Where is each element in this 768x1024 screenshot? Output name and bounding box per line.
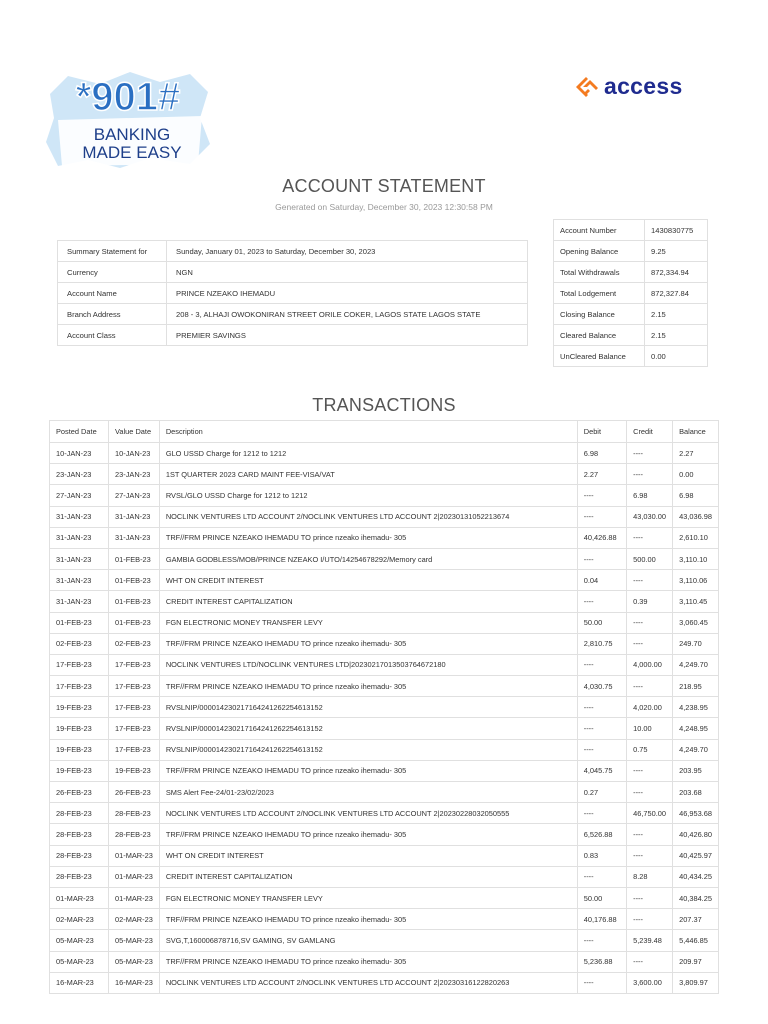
cell-debit: ---- — [577, 930, 626, 951]
column-header-balance: Balance — [673, 421, 719, 443]
cell-debit: 0.83 — [577, 845, 626, 866]
table-row — [50, 443, 719, 464]
column-header-credit: Credit — [627, 421, 673, 443]
cell-debit: 40,176.88 — [577, 909, 626, 930]
cell-credit: 6.98 — [627, 485, 673, 506]
field-value: NGN — [167, 262, 528, 283]
field-label: Account Class — [58, 325, 167, 346]
cell-posted-date: 19-FEB-23 — [50, 739, 109, 760]
cell-description: CREDIT INTEREST CAPITALIZATION — [159, 866, 577, 887]
column-header-value-date: Value Date — [109, 421, 160, 443]
field-value: 2.15 — [645, 325, 708, 346]
cell-posted-date: 27-JAN-23 — [50, 485, 109, 506]
cell-debit: 2,810.75 — [577, 633, 626, 654]
cell-posted-date: 19-FEB-23 — [50, 718, 109, 739]
cell-value-date: 02-MAR-23 — [109, 909, 160, 930]
cell-debit: ---- — [577, 972, 626, 993]
table-row — [50, 676, 719, 697]
cell-balance: 2.27 — [673, 443, 719, 464]
cell-balance: 203.95 — [673, 760, 719, 781]
cell-balance: 3,809.97 — [673, 972, 719, 993]
cell-posted-date: 31-JAN-23 — [50, 527, 109, 548]
field-value: 2.15 — [645, 304, 708, 325]
cell-credit: ---- — [627, 464, 673, 485]
cell-debit: ---- — [577, 697, 626, 718]
cell-posted-date: 19-FEB-23 — [50, 697, 109, 718]
table-row — [50, 972, 719, 993]
cell-balance: 218.95 — [673, 676, 719, 697]
field-value: PRINCE NZEAKO IHEMADU — [167, 283, 528, 304]
cell-debit: ---- — [577, 485, 626, 506]
transactions-title: TRANSACTIONS — [312, 395, 456, 415]
cell-description: RVSL/GLO USSD Charge for 1212 to 1212 — [159, 485, 577, 506]
field-label: Currency — [58, 262, 167, 283]
ussd-tagline-1: BANKING — [93, 125, 171, 144]
cell-description: 1ST QUARTER 2023 CARD MAINT FEE-VISA/VAT — [159, 464, 577, 485]
table-row — [50, 633, 719, 654]
field-label: Opening Balance — [554, 241, 645, 262]
cell-posted-date: 23-JAN-23 — [50, 464, 109, 485]
cell-value-date: 17-FEB-23 — [109, 654, 160, 675]
table-row — [50, 951, 719, 972]
table-row — [50, 464, 719, 485]
cell-value-date: 10-JAN-23 — [109, 443, 160, 464]
cell-balance: 43,036.98 — [673, 506, 719, 527]
cell-value-date: 01-FEB-23 — [109, 612, 160, 633]
cell-description: TRF//FRM PRINCE NZEAKO IHEMADU TO prince nzeako ihemadu- 305 — [159, 527, 577, 548]
cell-description: GLO USSD Charge for 1212 to 1212 — [159, 443, 577, 464]
cell-credit: ---- — [627, 760, 673, 781]
table-row — [50, 845, 719, 866]
cell-debit: 6.98 — [577, 443, 626, 464]
cell-debit: 4,045.75 — [577, 760, 626, 781]
field-value: 872,334.94 — [645, 262, 708, 283]
cell-description: FGN ELECTRONIC MONEY TRANSFER LEVY — [159, 887, 577, 908]
balance-row — [554, 346, 708, 367]
column-header-debit: Debit — [577, 421, 626, 443]
cell-description: RVSLNIP/000014230217164241262254613152 — [159, 739, 577, 760]
cell-value-date: 19-FEB-23 — [109, 760, 160, 781]
cell-description: TRF//FRM PRINCE NZEAKO IHEMADU TO prince nzeako ihemadu- 305 — [159, 633, 577, 654]
cell-balance: 3,060.45 — [673, 612, 719, 633]
cell-description: TRF//FRM PRINCE NZEAKO IHEMADU TO prince nzeako ihemadu- 305 — [159, 760, 577, 781]
table-row — [50, 718, 719, 739]
balance-row — [554, 304, 708, 325]
field-label: Cleared Balance — [554, 325, 645, 346]
cell-posted-date: 28-FEB-23 — [50, 866, 109, 887]
cell-debit: 40,426.88 — [577, 527, 626, 548]
table-row — [50, 591, 719, 612]
cell-value-date: 01-MAR-23 — [109, 866, 160, 887]
cell-debit: ---- — [577, 591, 626, 612]
cell-value-date: 05-MAR-23 — [109, 930, 160, 951]
ussd-code-text: *901# — [75, 75, 181, 119]
cell-debit: ---- — [577, 506, 626, 527]
cell-balance: 0.00 — [673, 464, 719, 485]
cell-credit: ---- — [627, 824, 673, 845]
table-row — [50, 697, 719, 718]
cell-posted-date: 31-JAN-23 — [50, 548, 109, 569]
balance-row — [554, 262, 708, 283]
cell-posted-date: 31-JAN-23 — [50, 506, 109, 527]
column-header-description: Description — [159, 421, 577, 443]
cell-posted-date: 28-FEB-23 — [50, 803, 109, 824]
cell-debit: ---- — [577, 654, 626, 675]
cell-debit: ---- — [577, 718, 626, 739]
cell-description: NOCLINK VENTURES LTD ACCOUNT 2/NOCLINK VENTURES LTD ACCOUNT 2|20230316122820263 — [159, 972, 577, 993]
table-row — [50, 782, 719, 803]
cell-description: NOCLINK VENTURES LTD/NOCLINK VENTURES LTD|20230217013503764672180 — [159, 654, 577, 675]
cell-credit: ---- — [627, 951, 673, 972]
cell-credit: ---- — [627, 845, 673, 866]
generated-timestamp: Generated on Saturday, December 30, 2023 12:30:58 PM — [275, 202, 493, 212]
cell-debit: 6,526.88 — [577, 824, 626, 845]
table-row — [50, 654, 719, 675]
cell-value-date: 01-MAR-23 — [109, 845, 160, 866]
cell-balance: 207.37 — [673, 909, 719, 930]
cell-credit: ---- — [627, 570, 673, 591]
cell-value-date: 02-FEB-23 — [109, 633, 160, 654]
table-row — [50, 760, 719, 781]
cell-balance: 4,249.70 — [673, 654, 719, 675]
cell-credit: ---- — [627, 612, 673, 633]
cell-posted-date: 17-FEB-23 — [50, 654, 109, 675]
balances-table — [553, 219, 708, 367]
cell-debit: 5,236.88 — [577, 951, 626, 972]
cell-posted-date: 02-FEB-23 — [50, 633, 109, 654]
summary-row — [58, 241, 528, 262]
cell-posted-date: 28-FEB-23 — [50, 824, 109, 845]
cell-description: WHT ON CREDIT INTEREST — [159, 570, 577, 591]
cell-debit: 0.04 — [577, 570, 626, 591]
access-diamond-icon — [574, 72, 602, 102]
cell-value-date: 01-FEB-23 — [109, 591, 160, 612]
summary-row — [58, 304, 528, 325]
cell-balance: 249.70 — [673, 633, 719, 654]
ussd-tagline-2: MADE EASY — [82, 143, 182, 162]
statement-title: ACCOUNT STATEMENT — [282, 176, 486, 196]
transactions-table — [49, 420, 719, 994]
table-row — [50, 527, 719, 548]
cell-debit: 4,030.75 — [577, 676, 626, 697]
cell-description: RVSLNIP/000014230217164241262254613152 — [159, 718, 577, 739]
cell-description: GAMBIA GODBLESS/MOB/PRINCE NZEAKO I/UTO/14254678292/Memory card — [159, 548, 577, 569]
cell-credit: ---- — [627, 443, 673, 464]
cell-balance: 46,953.68 — [673, 803, 719, 824]
cell-credit: 4,020.00 — [627, 697, 673, 718]
cell-balance: 4,248.95 — [673, 718, 719, 739]
access-wordmark: access — [604, 73, 683, 99]
balance-row — [554, 325, 708, 346]
cell-value-date: 17-FEB-23 — [109, 676, 160, 697]
cell-balance: 2,610.10 — [673, 527, 719, 548]
cell-posted-date: 01-MAR-23 — [50, 887, 109, 908]
cell-posted-date: 05-MAR-23 — [50, 930, 109, 951]
access-bank-logo — [574, 72, 684, 102]
cell-description: SMS Alert Fee-24/01-23/02/2023 — [159, 782, 577, 803]
cell-balance: 4,249.70 — [673, 739, 719, 760]
table-row — [50, 803, 719, 824]
cell-posted-date: 01-FEB-23 — [50, 612, 109, 633]
cell-credit: 0.39 — [627, 591, 673, 612]
table-row — [50, 739, 719, 760]
field-label: Total Lodgement — [554, 283, 645, 304]
cell-value-date: 01-FEB-23 — [109, 570, 160, 591]
cell-debit: 2.27 — [577, 464, 626, 485]
field-label: Account Name — [58, 283, 167, 304]
cell-credit: ---- — [627, 527, 673, 548]
cell-value-date: 28-FEB-23 — [109, 803, 160, 824]
balance-row — [554, 220, 708, 241]
summary-row — [58, 283, 528, 304]
cell-description: SVG,T,160006878716,SV GAMING, SV GAMLANG — [159, 930, 577, 951]
cell-balance: 40,426.80 — [673, 824, 719, 845]
table-row — [50, 824, 719, 845]
cell-credit: ---- — [627, 909, 673, 930]
cell-credit: 0.75 — [627, 739, 673, 760]
cell-debit: ---- — [577, 803, 626, 824]
cell-balance: 209.97 — [673, 951, 719, 972]
cell-debit: ---- — [577, 548, 626, 569]
balance-row — [554, 283, 708, 304]
cell-debit: 0.27 — [577, 782, 626, 803]
cell-balance: 4,238.95 — [673, 697, 719, 718]
table-row — [50, 506, 719, 527]
cell-debit: ---- — [577, 739, 626, 760]
cell-value-date: 05-MAR-23 — [109, 951, 160, 972]
summary-row — [58, 325, 528, 346]
cell-credit: 5,239.48 — [627, 930, 673, 951]
field-label: Closing Balance — [554, 304, 645, 325]
cell-balance: 203.68 — [673, 782, 719, 803]
cell-value-date: 17-FEB-23 — [109, 697, 160, 718]
table-row — [50, 570, 719, 591]
balance-row — [554, 241, 708, 262]
cell-value-date: 17-FEB-23 — [109, 739, 160, 760]
field-value: 208 - 3, ALHAJI OWOKONIRAN STREET ORILE COKER, LAGOS STATE LAGOS STATE — [167, 304, 528, 325]
cell-credit: ---- — [627, 782, 673, 803]
table-row — [50, 887, 719, 908]
cell-credit: 43,030.00 — [627, 506, 673, 527]
cell-posted-date: 31-JAN-23 — [50, 570, 109, 591]
cell-value-date: 17-FEB-23 — [109, 718, 160, 739]
cell-value-date: 31-JAN-23 — [109, 527, 160, 548]
cell-balance: 5,446.85 — [673, 930, 719, 951]
cell-value-date: 27-JAN-23 — [109, 485, 160, 506]
cell-value-date: 01-MAR-23 — [109, 887, 160, 908]
field-label: Summary Statement for — [58, 241, 167, 262]
cell-value-date: 31-JAN-23 — [109, 506, 160, 527]
field-label: Total Withdrawals — [554, 262, 645, 283]
ussd-banking-logo — [40, 66, 216, 170]
cell-description: TRF//FRM PRINCE NZEAKO IHEMADU TO prince nzeako ihemadu- 305 — [159, 824, 577, 845]
cell-credit: 10.00 — [627, 718, 673, 739]
cell-balance: 3,110.10 — [673, 548, 719, 569]
field-value: 0.00 — [645, 346, 708, 367]
cell-description: NOCLINK VENTURES LTD ACCOUNT 2/NOCLINK VENTURES LTD ACCOUNT 2|20230131052213674 — [159, 506, 577, 527]
field-value: 9.25 — [645, 241, 708, 262]
table-row — [50, 866, 719, 887]
cell-value-date: 16-MAR-23 — [109, 972, 160, 993]
cell-balance: 40,384.25 — [673, 887, 719, 908]
cell-balance: 3,110.45 — [673, 591, 719, 612]
cell-posted-date: 05-MAR-23 — [50, 951, 109, 972]
cell-debit: 50.00 — [577, 612, 626, 633]
cell-credit: 46,750.00 — [627, 803, 673, 824]
cell-posted-date: 10-JAN-23 — [50, 443, 109, 464]
cell-credit: 500.00 — [627, 548, 673, 569]
cell-credit: ---- — [627, 633, 673, 654]
cell-balance: 6.98 — [673, 485, 719, 506]
summary-table — [57, 240, 528, 346]
cell-posted-date: 28-FEB-23 — [50, 845, 109, 866]
cell-description: TRF//FRM PRINCE NZEAKO IHEMADU TO prince nzeako ihemadu- 305 — [159, 676, 577, 697]
cell-balance: 40,425.97 — [673, 845, 719, 866]
field-value: 1430830775 — [645, 220, 708, 241]
field-label: Branch Address — [58, 304, 167, 325]
table-row — [50, 548, 719, 569]
column-header-posted-date: Posted Date — [50, 421, 109, 443]
cell-value-date: 23-JAN-23 — [109, 464, 160, 485]
table-row — [50, 909, 719, 930]
cell-description: TRF//FRM PRINCE NZEAKO IHEMADU TO prince nzeako ihemadu- 305 — [159, 951, 577, 972]
cell-description: NOCLINK VENTURES LTD ACCOUNT 2/NOCLINK VENTURES LTD ACCOUNT 2|20230228032050555 — [159, 803, 577, 824]
cell-balance: 3,110.06 — [673, 570, 719, 591]
cell-description: TRF//FRM PRINCE NZEAKO IHEMADU TO prince nzeako ihemadu- 305 — [159, 909, 577, 930]
cell-description: CREDIT INTEREST CAPITALIZATION — [159, 591, 577, 612]
cell-description: RVSLNIP/000014230217164241262254613152 — [159, 697, 577, 718]
cell-credit: 8.28 — [627, 866, 673, 887]
cell-credit: ---- — [627, 676, 673, 697]
cell-credit: ---- — [627, 887, 673, 908]
field-value: 872,327.84 — [645, 283, 708, 304]
cell-posted-date: 31-JAN-23 — [50, 591, 109, 612]
cell-description: FGN ELECTRONIC MONEY TRANSFER LEVY — [159, 612, 577, 633]
cell-description: WHT ON CREDIT INTEREST — [159, 845, 577, 866]
field-label: UnCleared Balance — [554, 346, 645, 367]
field-value: Sunday, January 01, 2023 to Saturday, December 30, 2023 — [167, 241, 528, 262]
cell-posted-date: 19-FEB-23 — [50, 760, 109, 781]
table-row — [50, 930, 719, 951]
cell-posted-date: 02-MAR-23 — [50, 909, 109, 930]
cell-debit: ---- — [577, 866, 626, 887]
table-header-row — [50, 421, 719, 443]
cell-posted-date: 26-FEB-23 — [50, 782, 109, 803]
cell-credit: 3,600.00 — [627, 972, 673, 993]
cell-posted-date: 16-MAR-23 — [50, 972, 109, 993]
table-row — [50, 485, 719, 506]
cell-debit: 50.00 — [577, 887, 626, 908]
cell-balance: 40,434.25 — [673, 866, 719, 887]
cell-value-date: 28-FEB-23 — [109, 824, 160, 845]
cell-value-date: 01-FEB-23 — [109, 548, 160, 569]
field-value: PREMIER SAVINGS — [167, 325, 528, 346]
cell-credit: 4,000.00 — [627, 654, 673, 675]
table-row — [50, 612, 719, 633]
summary-row — [58, 262, 528, 283]
cell-value-date: 26-FEB-23 — [109, 782, 160, 803]
field-label: Account Number — [554, 220, 645, 241]
cell-posted-date: 17-FEB-23 — [50, 676, 109, 697]
